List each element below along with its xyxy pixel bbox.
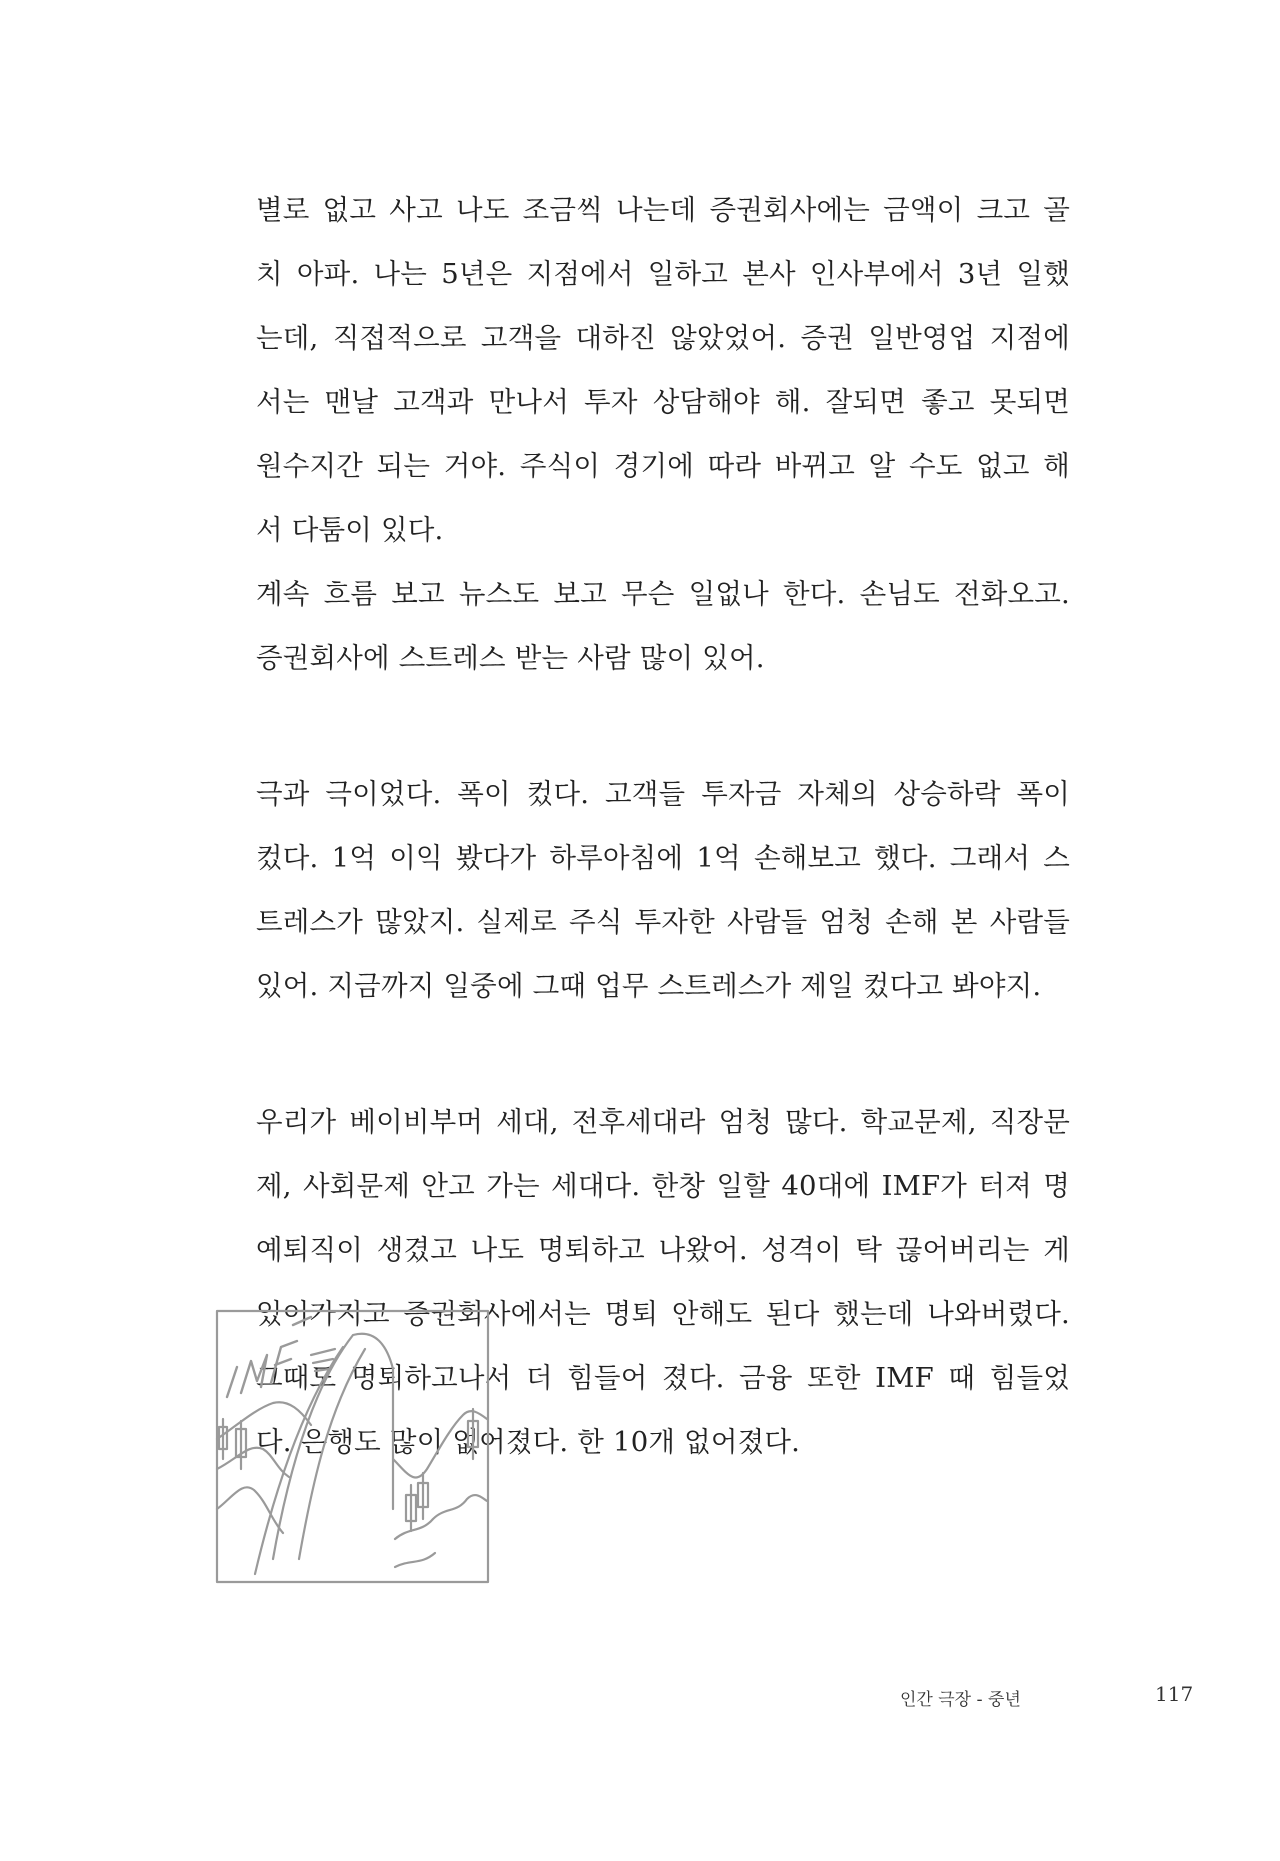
body-text [256, 178, 1070, 1474]
text-line: 는데, 직접적으로 고객을 대하진 않았었어. 증권 일반영업 지점에 [256, 322, 1070, 354]
text-line: 서 다툼이 있다. [256, 514, 444, 546]
text-line: 계속 흐름 보고 뉴스도 보고 무슨 일없나 한다. 손님도 전화오고. [256, 578, 1070, 610]
imf-stock-chart-sketch-icon [215, 1309, 490, 1584]
text-line: 예퇴직이 생겼고 나도 명퇴하고 나왔어. 성격이 탁 끊어버리는 게 [256, 1234, 1070, 1266]
paragraph-gap [256, 1018, 1070, 1090]
text-line: 극과 극이었다. 폭이 컸다. 고객들 투자금 자체의 상승하락 폭이 [256, 778, 1070, 810]
text-line: 다. 은행도 많이 없어졌다. 한 10개 없어졌다. [256, 1426, 801, 1458]
text-line: 트레스가 많았지. 실제로 주식 투자한 사람들 엄청 손해 본 사람들 [256, 906, 1070, 938]
text-line: 있어가지고 증권회사에서는 명퇴 안해도 된다 했는데 나와버렸다. [256, 1298, 1070, 1330]
text-line: 서는 맨날 고객과 만나서 투자 상담해야 해. 잘되면 좋고 못되면 [256, 386, 1070, 418]
page-number: 117 [1155, 1682, 1194, 1706]
text-line: 제, 사회문제 안고 가는 세대다. 한창 일할 40대에 IMF가 터져 명 [256, 1170, 1070, 1202]
text-line: 있어. 지금까지 일중에 그때 업무 스트레스가 제일 컸다고 봐야지. [256, 970, 1042, 1002]
text-line: 우리가 베이비부머 세대, 전후세대라 엄청 많다. 학교문제, 직장문 [256, 1106, 1070, 1138]
text-line: 그때도 명퇴하고나서 더 힘들어 졌다. 금융 또한 IMF 때 힘들었 [256, 1362, 1070, 1394]
paragraph-gap [256, 690, 1070, 762]
text-line: 별로 없고 사고 나도 조금씩 나는데 증권회사에는 금액이 크고 골 [256, 194, 1070, 226]
text-line: 치 아파. 나는 5년은 지점에서 일하고 본사 인사부에서 3년 일했 [256, 258, 1070, 290]
imf-lettering [227, 1317, 311, 1397]
text-line: 증권회사에 스트레스 받는 사람 많이 있어. [256, 642, 765, 674]
text-line: 컸다. 1억 이익 봤다가 하루아침에 1억 손해보고 했다. 그래서 스 [256, 842, 1070, 874]
sketch-frame [217, 1311, 488, 1582]
text-line: 원수지간 되는 거야. 주식이 경기에 따라 바뀌고 알 수도 없고 해 [256, 450, 1070, 482]
running-footer-title: 인간 극장 - 중년 [900, 1690, 1021, 1710]
